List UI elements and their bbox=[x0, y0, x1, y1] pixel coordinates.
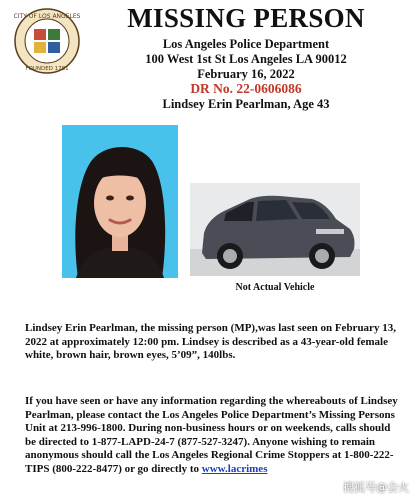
seal-top-text: CITY OF LOS ANGELES bbox=[14, 13, 80, 20]
watermark: 搜狐号@会火 bbox=[343, 481, 409, 494]
dr-number: DR No. 22-0606086 bbox=[190, 81, 302, 96]
page-title: MISSING PERSON bbox=[127, 3, 365, 33]
missing-person-photo bbox=[62, 125, 178, 278]
department-name: Los Angeles Police Department bbox=[162, 37, 330, 51]
description-paragraph: Lindsey Erin Pearlman, the missing person (MP),was last seen on February 13, 2022 at approximately 12:00 pm. Lindsey is described as a 43-year-old female white, brown hair, brown eyes, 5’09”, 140lbs. bbox=[25, 322, 396, 361]
contact-text: If you have seen or have any information regarding the whereabouts of Lindsey Pearlman, please contact the Los Angeles Police Department’s Missing Persons Unit at 213-996-1800. During non-business hours or on weekends, calls should be directed to 1-877-LAPD-24-7 (877-527-3247). Anyone wishing to remain anonymous should call the Los Angeles Regional Crime Stoppers at 1-800-222-TIPS (800-222-8477) or go directly to bbox=[25, 395, 398, 475]
seal-bottom-text: FOUNDED 1781 bbox=[25, 66, 69, 72]
subject-name-age: Lindsey Erin Pearlman, Age 43 bbox=[162, 97, 330, 111]
vehicle-caption: Not Actual Vehicle bbox=[235, 282, 315, 293]
department-address: 100 West 1st St Los Angeles LA 90012 bbox=[145, 52, 347, 66]
vehicle-image bbox=[190, 183, 360, 276]
contact-paragraph bbox=[25, 395, 400, 476]
city-seal bbox=[14, 8, 80, 74]
crime-stoppers-link[interactable]: www.lacrimes bbox=[201, 462, 268, 475]
bulletin-date: February 16, 2022 bbox=[197, 67, 295, 81]
